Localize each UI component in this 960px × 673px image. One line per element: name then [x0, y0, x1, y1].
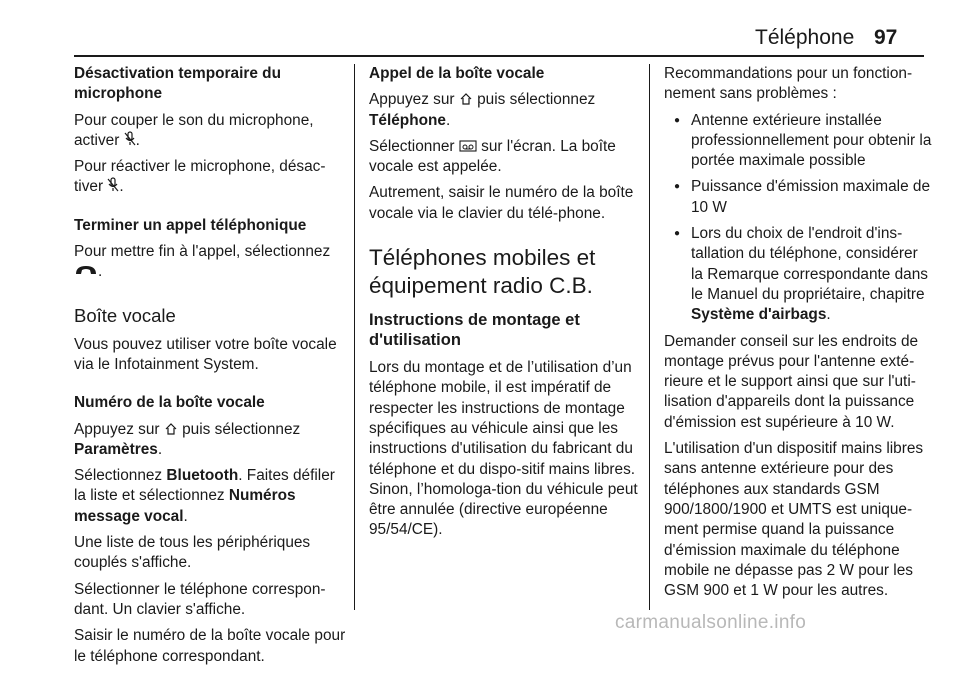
mute-paragraph: Pour couper le son du microphone, activer .: [74, 111, 314, 149]
page-title: Téléphone: [755, 26, 855, 49]
voicemail-number-paragraph-5: Saisir le numéro de la boîte vocale pour le téléphone correspondant.: [74, 627, 346, 665]
voicemail-paragraph: Vous pouvez utiliser votre boîte vocale via le Infotainment System.: [74, 335, 337, 373]
voicemail-number-paragraph-2: Sélectionnez Bluetooth. Faites défiler la liste et sélectionnez Numéros message vocal.: [74, 467, 335, 525]
column-left: [74, 64, 346, 673]
column-middle: [369, 64, 643, 547]
page-header: [0, 0, 960, 56]
voicemail-number-paragraph-3: Une liste de tous les périphériques couplés s'affiche.: [74, 534, 311, 572]
column-divider: [354, 64, 355, 610]
hang-up-icon: [74, 262, 98, 278]
voicemail-number-heading: Numéro de la boîte vocale: [74, 394, 265, 412]
call-voicemail-paragraph-2: Sélectionner sur l'écran. La boîte vocale est appelée.: [369, 137, 616, 176]
header-rule: [74, 55, 924, 57]
voicemail-icon: [459, 139, 477, 153]
mic-mute-icon: [124, 131, 136, 147]
end-call-heading: Terminer un appel téléphonique: [74, 216, 307, 234]
call-voicemail-paragraph-3: Autrement, saisir le numéro de la boîte vocale via le clavier du télé-phone.: [369, 184, 634, 222]
installation-paragraph: Lors du montage et de l’utilisation d’un téléphone mobile, il est impératif de respecter les instructions de montage spécifiques au véhicule ainsi que les instructions d'utilisation du fabricant du téléphone et du dispo-sitif mains libres. Sinon, l’homologa-tion du véhicule peut être annulée (directive européenne 95/54/CE).: [369, 359, 638, 539]
end-call-paragraph: Pour mettre fin à l'appel, sélectionnez .: [74, 243, 331, 281]
call-voicemail-heading: Appel de la boîte vocale: [369, 65, 545, 82]
column-divider: [649, 64, 650, 610]
watermark: carmanualsonline.info: [615, 612, 807, 633]
list-item: ● Lors du choix de l'endroit d'ins-tallation du téléphone, considérer la Remarque correspondante dans le Manuel du propriétaire, chapitre Système d'airbags.: [664, 224, 932, 325]
mobile-phones-section-heading: Téléphones mobiles et équipement radio C.B.: [369, 245, 596, 299]
column-right: [664, 64, 932, 607]
handsfree-paragraph: L'utilisation d'un dispositif mains libres sans antenne extérieure pour des téléphones aux standards GSM 900/1800/1900 et UMTS est unique-ment permise quand la puissance d'émission maximale du téléphone mobile ne dépasse pas 2 W pour les GSM 900 et 1 W pour les autres.: [664, 440, 924, 600]
installation-heading: Instructions de montage et d'utilisation: [369, 311, 580, 350]
antenna-advice-paragraph: Demander conseil sur les endroits de montage prévus pour l'antenne exté-rieure et le support ainsi que sur l'uti-lisation d'appareils dont la puissance d'émission est supérieure à 10 W.: [664, 332, 919, 431]
list-item: ● Puissance d'émission maximale de 10 W: [664, 177, 932, 218]
recommendations-list: [664, 111, 932, 326]
voicemail-number-paragraph-1: Appuyez sur puis sélectionnez Paramètres.: [74, 420, 301, 458]
unmute-paragraph: Pour réactiver le microphone, désac-tiver .: [74, 158, 326, 196]
mic-mute-icon: [107, 177, 119, 193]
call-voicemail-paragraph-1: Appuyez sur puis sélectionnez Téléphone.: [369, 91, 596, 129]
home-icon: [164, 422, 178, 436]
voicemail-section-heading: Boîte vocale: [74, 304, 176, 326]
home-icon: [459, 92, 473, 106]
page-number: 97: [874, 26, 898, 49]
voicemail-number-paragraph-4: Sélectionner le téléphone correspon-dant. Un clavier s'affiche.: [74, 580, 326, 618]
mute-heading: Désactivation temporaire du microphone: [74, 65, 281, 103]
list-item: ● Antenne extérieure installée professionnellement pour obtenir la portée maximale possible: [664, 111, 932, 172]
recommendations-intro: Recommandations pour un fonction-nement sans problèmes :: [664, 65, 913, 103]
